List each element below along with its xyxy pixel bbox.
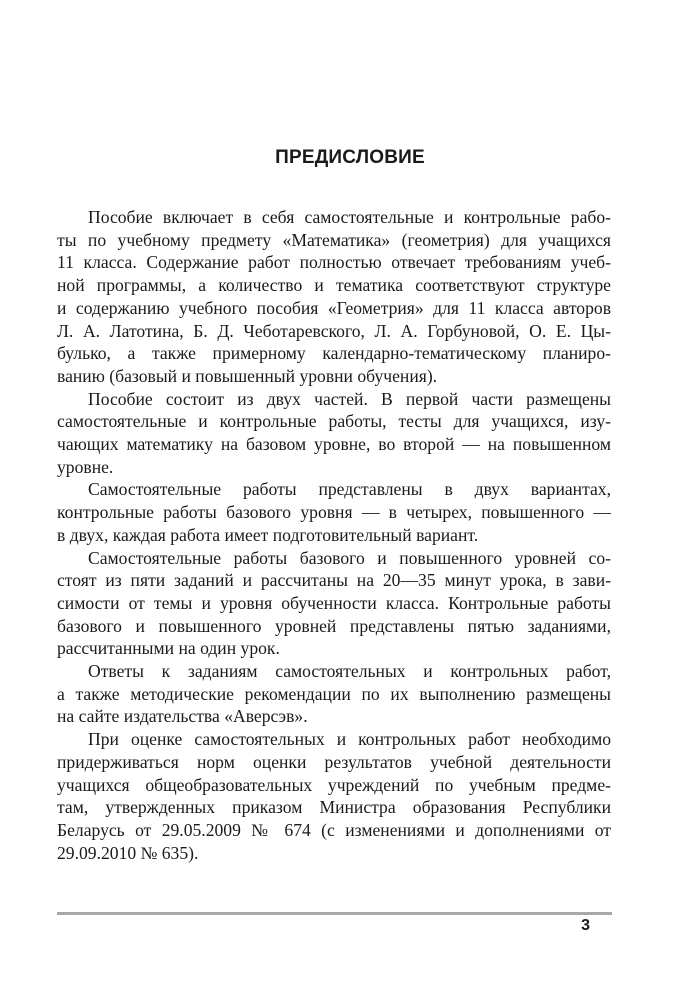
paragraph — [57, 660, 611, 728]
text-line: там, утвержденных приказом Министра образования Республики — [57, 797, 611, 818]
text-line: чающих математику на базовом уровне, во второй — на повышенном — [57, 434, 611, 455]
text-line: ной программы, а количество и тематика соответствуют структуре — [57, 275, 611, 296]
text-line: Беларусь от 29.05.2009 № 674 (с изменениями и дополнениями от — [57, 819, 611, 840]
text-line: придерживаться норм оценки результатов учебной деятельности — [57, 751, 611, 772]
paragraph — [57, 728, 611, 864]
text-line: самостоятельные и контрольные работы, тесты для учащихся, изу- — [57, 411, 611, 432]
text-line: Пособие состоит из двух частей. В первой части размещены — [88, 388, 611, 409]
text-line: ты по учебному предмету «Математика» (геометрия) для учащихся — [57, 229, 611, 250]
text-line: уровне. — [57, 456, 114, 477]
text-line: 29.09.2010 № 635). — [57, 842, 199, 863]
text-line: базового и повышенного уровней представлены пятью заданиями, — [57, 615, 611, 636]
page-number: 3 — [581, 917, 590, 934]
text-line: Самостоятельные работы базового и повышенного уровней со- — [88, 547, 611, 568]
text-line: 11 класса. Содержание работ полностью отвечает требованиям учеб- — [57, 252, 611, 273]
text-line: Л. А. Латотина, Б. Д. Чеботаревского, Л. А. Горбуновой, О. Е. Цы- — [57, 320, 611, 341]
preface-body — [57, 206, 611, 864]
text-line: в двух, каждая работа имеет подготовительный вариант. — [57, 524, 479, 545]
text-line: рассчитанными на один урок. — [57, 638, 280, 659]
text-line: учащихся общеобразовательных учреждений по учебным предме- — [57, 774, 611, 795]
text-line: Пособие включает в себя самостоятельные и контрольные рабо- — [88, 207, 611, 227]
text-line: При оценке самостоятельных и контрольных работ необходимо — [88, 729, 611, 750]
text-line: контрольные работы базового уровня — в четырех, повышенного — — [57, 502, 611, 523]
page-title: ПРЕДИСЛОВИЕ — [275, 147, 425, 168]
text-line: Самостоятельные работы представлены в двух вариантах, — [88, 479, 611, 500]
text-line: симости от темы и уровня обученности класса. Контрольные работы — [57, 592, 611, 613]
footer-rule — [57, 912, 612, 915]
text-line: ванию (базовый и повышенный уровни обучения). — [57, 365, 438, 386]
paragraph — [57, 388, 611, 479]
text-line: Ответы к заданиям самостоятельных и контрольных работ, — [88, 661, 611, 682]
text-line: и содержанию учебного пособия «Геометрия» для 11 класса авторов — [57, 297, 611, 318]
text-line: а также методические рекомендации по их выполнению размещены — [57, 683, 611, 704]
paragraph — [57, 478, 611, 546]
text-line: стоят из пяти заданий и рассчитаны на 20—35 минут урока, в зави- — [57, 570, 611, 591]
text-line: булько, а также примерному календарно-тематическому планиро- — [57, 343, 611, 364]
paragraph — [57, 206, 611, 388]
text-line: на сайте издательства «Аверсэв». — [57, 706, 308, 727]
paragraph — [57, 547, 611, 661]
